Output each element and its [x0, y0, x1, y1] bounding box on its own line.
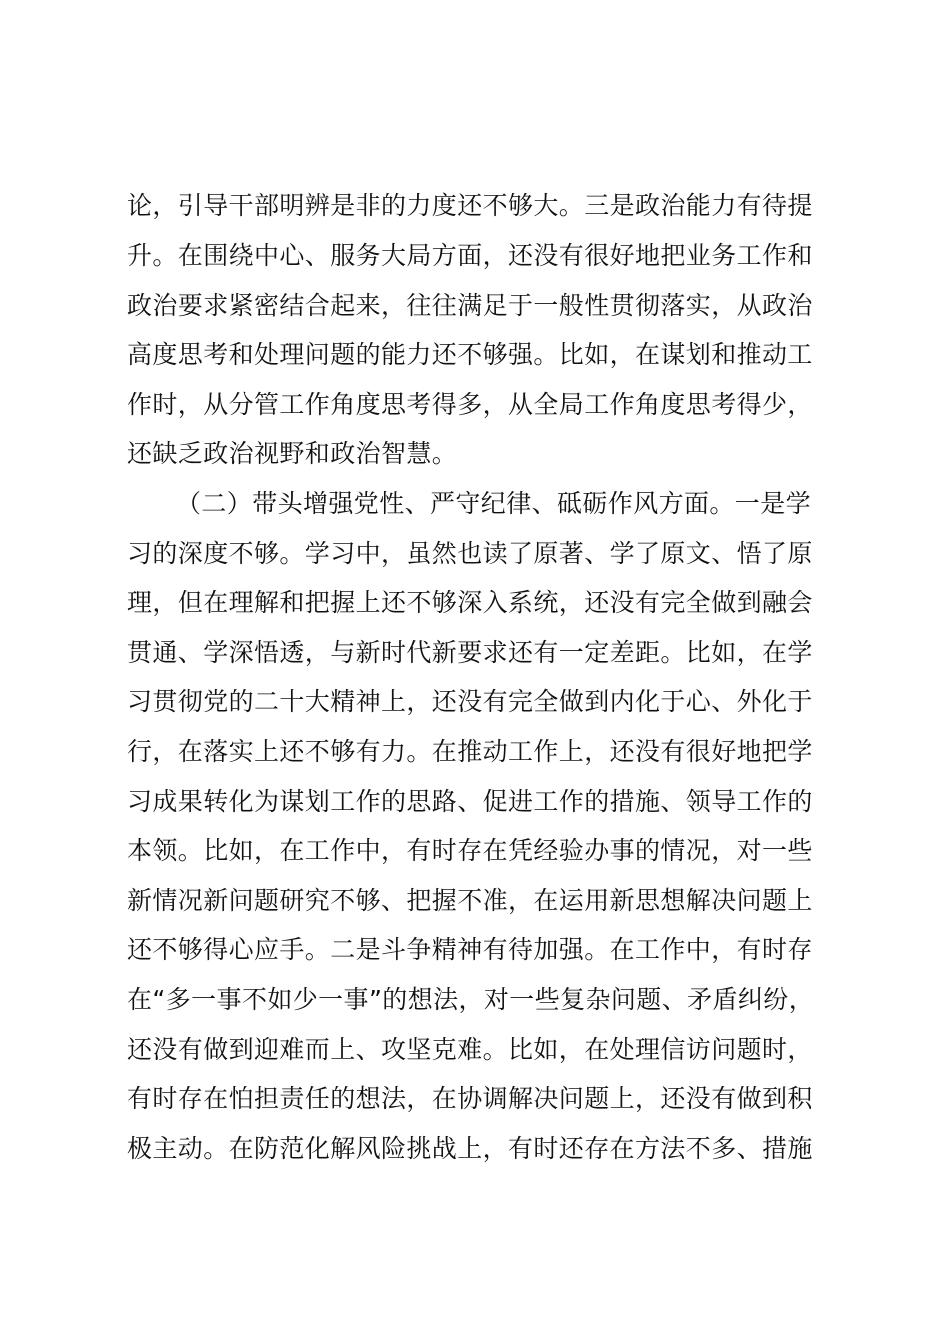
text-line: 升。在围绕中心、服务大局方面，还没有很好地把业务工作和: [127, 241, 813, 270]
text-line: 行，在落实上还不够有力。在推动工作上，还没有很好地把学: [127, 737, 813, 766]
text-line: 习贯彻党的二十大精神上，还没有完全做到内化于心、外化于: [127, 687, 813, 716]
text-line: 还缺乏政治视野和政治智慧。: [127, 439, 458, 468]
text-line: 有时存在怕担责任的想法，在协调解决问题上，还没有做到积: [127, 1084, 813, 1113]
section-heading-line: （二）带头增强党性、严守纪律、砥砺作风方面。一是学: [176, 489, 812, 518]
text-line: 极主动。在防范化解风险挑战上，有时还存在方法不多、措施: [127, 1134, 813, 1163]
text-line: 还没有做到迎难而上、攻坚克难。比如，在处理信访问题时，: [127, 1035, 813, 1064]
text-line: 理，但在理解和把握上还不够深入系统，还没有完全做到融会: [127, 588, 813, 617]
text-line: 作时，从分管工作角度思考得多，从全局工作角度思考得少，: [127, 390, 813, 419]
text-line: 习成果转化为谋划工作的思路、促进工作的措施、领导工作的: [127, 787, 813, 816]
text-line: 还不够得心应手。二是斗争精神有待加强。在工作中，有时存: [127, 935, 813, 964]
text-line: 高度思考和处理问题的能力还不够强。比如，在谋划和推动工: [127, 340, 813, 369]
text-line: 政治要求紧密结合起来，往往满足于一般性贯彻落实，从政治: [127, 291, 813, 320]
text-line: 在“多一事不如少一事”的想法，对一些复杂问题、矛盾纠纷，: [127, 985, 815, 1014]
text-line: 新情况新问题研究不够、把握不准，在运用新思想解决问题上: [127, 886, 813, 915]
text-line: 本领。比如，在工作中，有时存在凭经验办事的情况，对一些: [127, 836, 813, 865]
text-line: 习的深度不够。学习中，虽然也读了原著、学了原文、悟了原: [127, 539, 813, 568]
text-line: 论，引导干部明辨是非的力度还不够大。三是政治能力有待提: [127, 191, 813, 220]
text-line: 贯通、学深悟透，与新时代新要求还有一定差距。比如，在学: [127, 638, 813, 667]
